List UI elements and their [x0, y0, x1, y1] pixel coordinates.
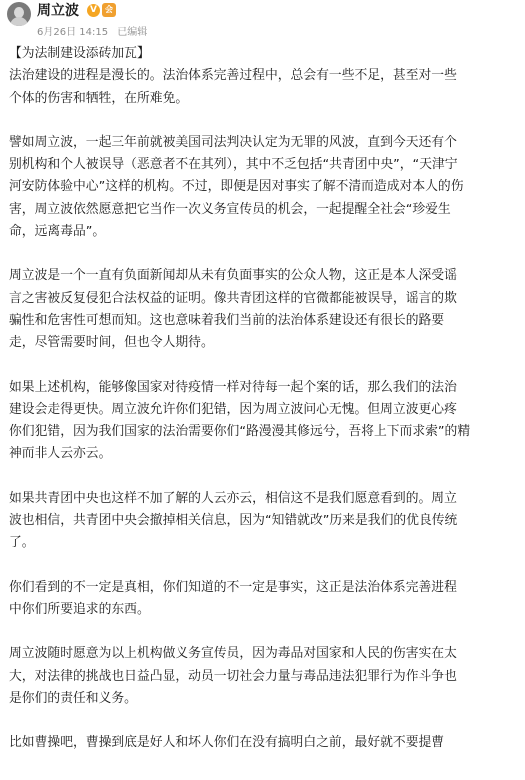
- text-line: 比如曹操吧，曹操到底是好人和坏人你们在没有搞明白之前，最好就不要提曹: [9, 735, 445, 751]
- post-meta: [37, 26, 153, 40]
- text-line: 周立波是一个一直有负面新闻却从未有负面事实的公众人物，这正是本人深受谣: [9, 268, 457, 284]
- paragraph: [9, 732, 519, 754]
- text-line: 法治建设的进程是漫长的。法治体系完善过程中，总会有一些不足，甚至对一些: [9, 68, 457, 84]
- text-line: 你们犯错，因为我们国家的法治需要你们“路漫漫其修远兮，吾将上下而求索”的精: [9, 424, 471, 440]
- text-line: 你们看到的不一定是真相，你们知道的不一定是事实，这正是法治体系完善进程: [9, 579, 457, 595]
- post-date[interactable]: 6月26日 14:15: [37, 27, 109, 38]
- paragraph: [9, 377, 519, 466]
- text-line: 害，周立波依然愿意把它当作一次义务宣传员的机会，一起提醒全社会“珍爱生: [9, 201, 451, 217]
- text-line: 河安防体验中心”这样的机构。不过，即便是因对事实了解不清而造成对本人的伤: [9, 179, 464, 195]
- paragraph: [9, 643, 519, 710]
- post-header: [0, 0, 525, 46]
- edited-label: 已编辑: [117, 27, 148, 38]
- text-line: 如果共青团中央也这样不加了解的人云亦云，相信这不是我们愿意看到的。周立: [9, 490, 457, 506]
- paragraph: [9, 43, 519, 110]
- text-line: 波也相信，共青团中央会撤掉相关信息，因为“知错就改”历来是我们的优良传统: [9, 513, 458, 529]
- text-line: 别机构和个人被误导（恶意者不在其列），其中不乏包括“共青团中央”，“天津宁: [9, 157, 458, 173]
- text-line: 是你们的责任和义务。: [9, 690, 137, 706]
- text-line: 言之害被反复侵犯合法权益的证明。像共青团这样的官微都能被误导，谣言的欺: [9, 290, 457, 306]
- text-line: 中你们所要追求的东西。: [9, 601, 150, 617]
- text-line: 个体的伤害和牺牲，在所难免。: [9, 90, 189, 106]
- verified-icon: V: [87, 4, 100, 17]
- text-line: 大，对法律的挑战也日益凸显，动员一切社会力量与毒品违法犯罪行为作斗争也: [9, 668, 457, 684]
- paragraph: [9, 132, 519, 243]
- paragraph: [9, 265, 519, 354]
- avatar-body: [10, 17, 28, 26]
- text-line: 如果上述机构，能够像国家对待疫情一样对待每一起个案的话，那么我们的法治: [9, 379, 457, 395]
- text-line: 周立波随时愿意为以上机构做义务宣传员，因为毒品对国家和人民的伤害实在太: [9, 646, 457, 662]
- post-title: 【为法制建设添砖加瓦】: [9, 46, 150, 61]
- author-name[interactable]: 周立波: [37, 3, 79, 19]
- text-line: 命，远离毒品”。: [9, 224, 106, 240]
- paragraph: [9, 488, 519, 555]
- vip-member-icon: 会: [102, 3, 116, 17]
- avatar[interactable]: [7, 2, 31, 26]
- text-line: 建设会走得更快。周立波允许你们犯错，因为周立波问心无愧。但周立波更心疼: [9, 401, 457, 417]
- text-line: 骗性和危害性可想而知。这也意味着我们当前的法治体系建设还有很长的路要: [9, 312, 445, 328]
- post-content: [9, 43, 519, 754]
- paragraph: [9, 577, 519, 622]
- text-line: 了。: [9, 535, 35, 551]
- text-line: 神而非人云亦云。: [9, 446, 112, 462]
- text-line: 走，尽管需要时间，但也令人期待。: [9, 335, 214, 351]
- text-line: 譬如周立波，一起三年前就被美国司法判决认定为无罪的风波，直到今天还有个: [9, 134, 457, 150]
